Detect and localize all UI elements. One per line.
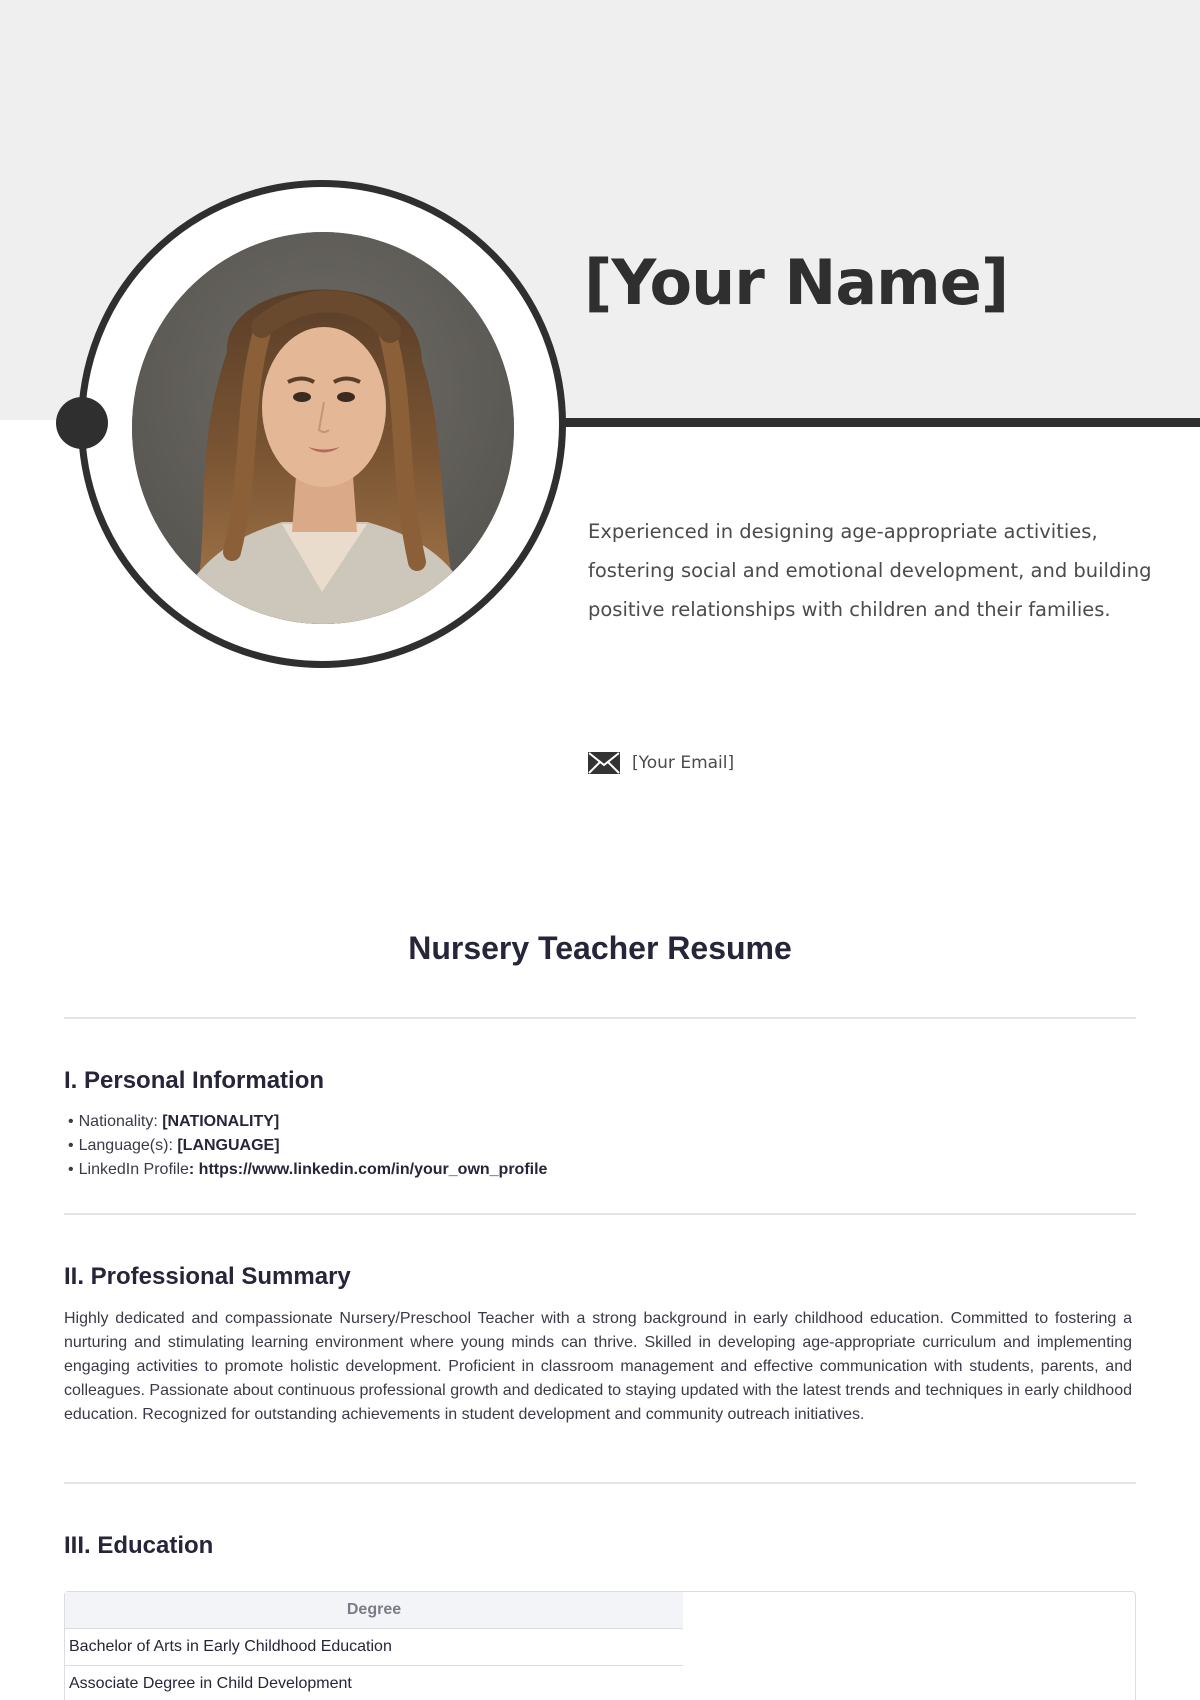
profile-photo	[132, 232, 514, 624]
email-text: [Your Email]	[632, 753, 735, 773]
portrait-photo-icon	[132, 232, 514, 624]
degree-cell: Bachelor of Arts in Early Childhood Education	[65, 1628, 683, 1665]
personal-info-heading: I. Personal Information	[64, 1067, 325, 1094]
section-divider	[64, 1482, 1136, 1484]
education-table	[65, 1592, 683, 1700]
list-item: • Language(s): [LANGUAGE]	[68, 1137, 280, 1154]
table-row	[65, 1665, 683, 1700]
email-row	[588, 752, 734, 774]
linkedin-link[interactable]: : https://www.linkedin.com/in/your_own_profile	[188, 1161, 548, 1178]
list-item: • LinkedIn Profile: https://www.linkedin.com/in/your_own_profile	[68, 1161, 548, 1178]
envelope-icon	[588, 752, 620, 774]
profile-tagline: Experienced in designing age-appropriate activities, fostering social and emotional development, and building positive relationships with children and their families.	[588, 520, 1152, 621]
section-divider	[64, 1213, 1136, 1215]
document-title: Nursery Teacher Resume	[408, 930, 792, 966]
degree-column-header: Degree	[65, 1592, 683, 1628]
summary-heading: II. Professional Summary	[64, 1263, 351, 1290]
hero-divider-bar	[560, 418, 1200, 427]
list-item: • Nationality: [NATIONALITY]	[68, 1113, 280, 1130]
summary-text: Highly dedicated and compassionate Nursery/Preschool Teacher with a strong background in early childhood education. Committed to fostering a nurturing and stimulating learning environment where young minds can thrive. Skilled in developing age-appropriate curriculum and implementing engaging activities to promote holistic development. Proficient in classroom management and effective communication with students, parents, and colleagues. Passionate about continuous professional growth and dedicated to staying updated with the latest trends and techniques in early childhood education. Recognized for outstanding achievements in student development and community outreach initiatives.	[64, 1310, 1132, 1423]
education-heading: III. Education	[64, 1532, 214, 1559]
section-divider	[64, 1017, 1136, 1019]
degree-cell: Associate Degree in Child Development	[65, 1665, 683, 1700]
photo-frame-dot	[56, 397, 108, 449]
table-row	[65, 1628, 683, 1665]
candidate-name: [Your Name]	[584, 246, 1009, 319]
personal-info-list	[68, 1110, 547, 1182]
